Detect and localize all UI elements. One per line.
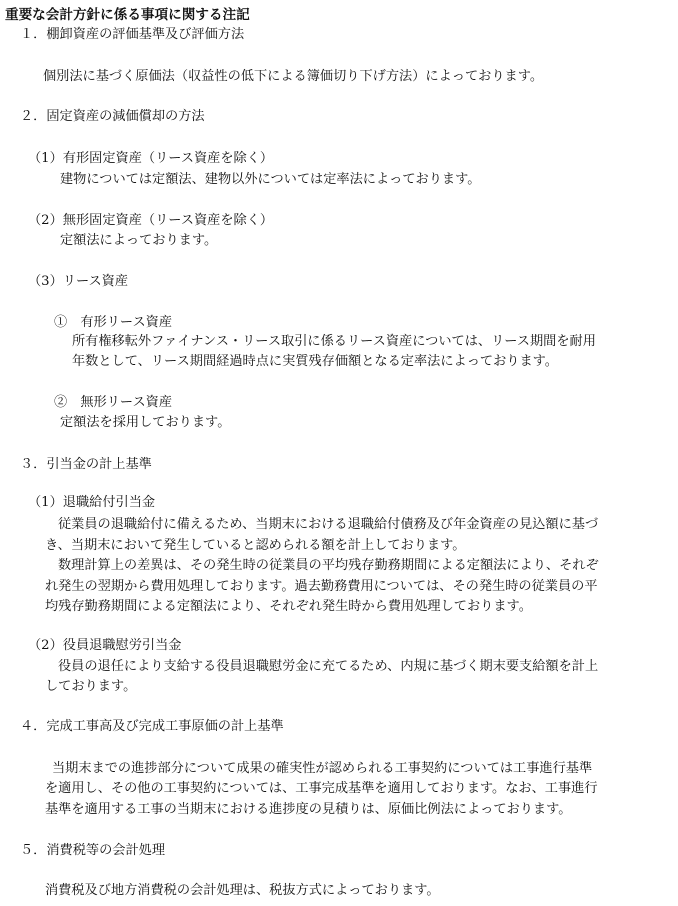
section-3-sub1-heading: （1）退職給付引当金: [28, 495, 156, 510]
section-4-body-line2: を適用し、その他の工事契約については、工事完成基準を適用しております。なお、工事進行: [45, 781, 598, 796]
section-2-sub1-heading: （1）有形固定資産（リース資産を除く）: [28, 151, 274, 166]
section-2-sub3-item1-body-line2: 年数として、リース期間経過時点に実質残存価額となる定率法によっております。: [72, 354, 558, 369]
section-4-body-line1: 当期末までの進捗部分について成果の確実性が認められる工事契約については工事進行基準: [52, 761, 593, 776]
section-2-heading: ２．固定資産の減価償却の方法: [20, 109, 205, 124]
section-1-body: 個別法に基づく原価法（収益性の低下による簿価切り下げ方法）によっております。: [43, 69, 544, 84]
page-title: 重要な会計方針に係る事項に関する注記: [5, 7, 250, 23]
section-2-sub2-heading: （2）無形固定資産（リース資産を除く）: [28, 213, 274, 228]
section-2-sub3-item1-body-line1: 所有権移転外ファイナンス・リース取引に係るリース資産については、リース期間を耐用: [72, 334, 596, 349]
section-2-sub3-item1-heading: ① 有形リース資産: [54, 315, 173, 330]
section-3-sub1-body-line1: 従業員の退職給付に備えるため、当期末における退職給付債務及び年金資産の見込額に基づ: [58, 517, 599, 532]
section-4-body-line3: 基準を適用する工事の当期末における進捗度の見積りは、原価比例法によっております。: [45, 802, 572, 817]
section-2-sub3-item2-body: 定額法を採用しております。: [60, 415, 231, 430]
section-3-sub2-body-line2: しております。: [45, 679, 137, 694]
section-3-sub1-body-line5: 均残存勤務期間による定額法により、それぞれ発生時から費用処理しております。: [45, 599, 532, 614]
section-5-heading: ５．消費税等の会計処理: [20, 843, 166, 858]
section-2-sub3-heading: （3）リース資産: [28, 274, 129, 289]
section-3-heading: ３．引当金の計上基準: [20, 457, 152, 472]
section-3-sub2-body-line1: 役員の退任により支給する役員退職慰労金に充てるため、内規に基づく期末要支給額を計上: [58, 659, 599, 674]
section-3-sub1-body-line3: 数理計算上の差異は、その発生時の従業員の平均残存勤務期間による定額法により、それぞ: [58, 558, 599, 573]
section-1-heading: １．棚卸資産の評価基準及び評価方法: [20, 27, 245, 42]
section-5-body: 消費税及び地方消費税の会計処理は、税抜方式によっております。: [45, 883, 440, 898]
section-2-sub3-item2-heading: ② 無形リース資産: [54, 395, 173, 410]
section-4-heading: ４．完成工事高及び完成工事原価の計上基準: [20, 719, 284, 734]
section-3-sub1-body-line4: れ発生の翌期から費用処理しております。過去勤務費用については、その発生時の従業員の平: [45, 579, 598, 594]
section-3-sub2-heading: （2）役員退職慰労引当金: [28, 638, 182, 653]
section-3-sub1-body-line2: き、当期末において発生していると認められる額を計上しております。: [45, 538, 466, 553]
section-2-sub1-body: 建物については定額法、建物以外については定率法によっております。: [60, 172, 481, 187]
section-2-sub2-body: 定額法によっております。: [60, 233, 218, 248]
